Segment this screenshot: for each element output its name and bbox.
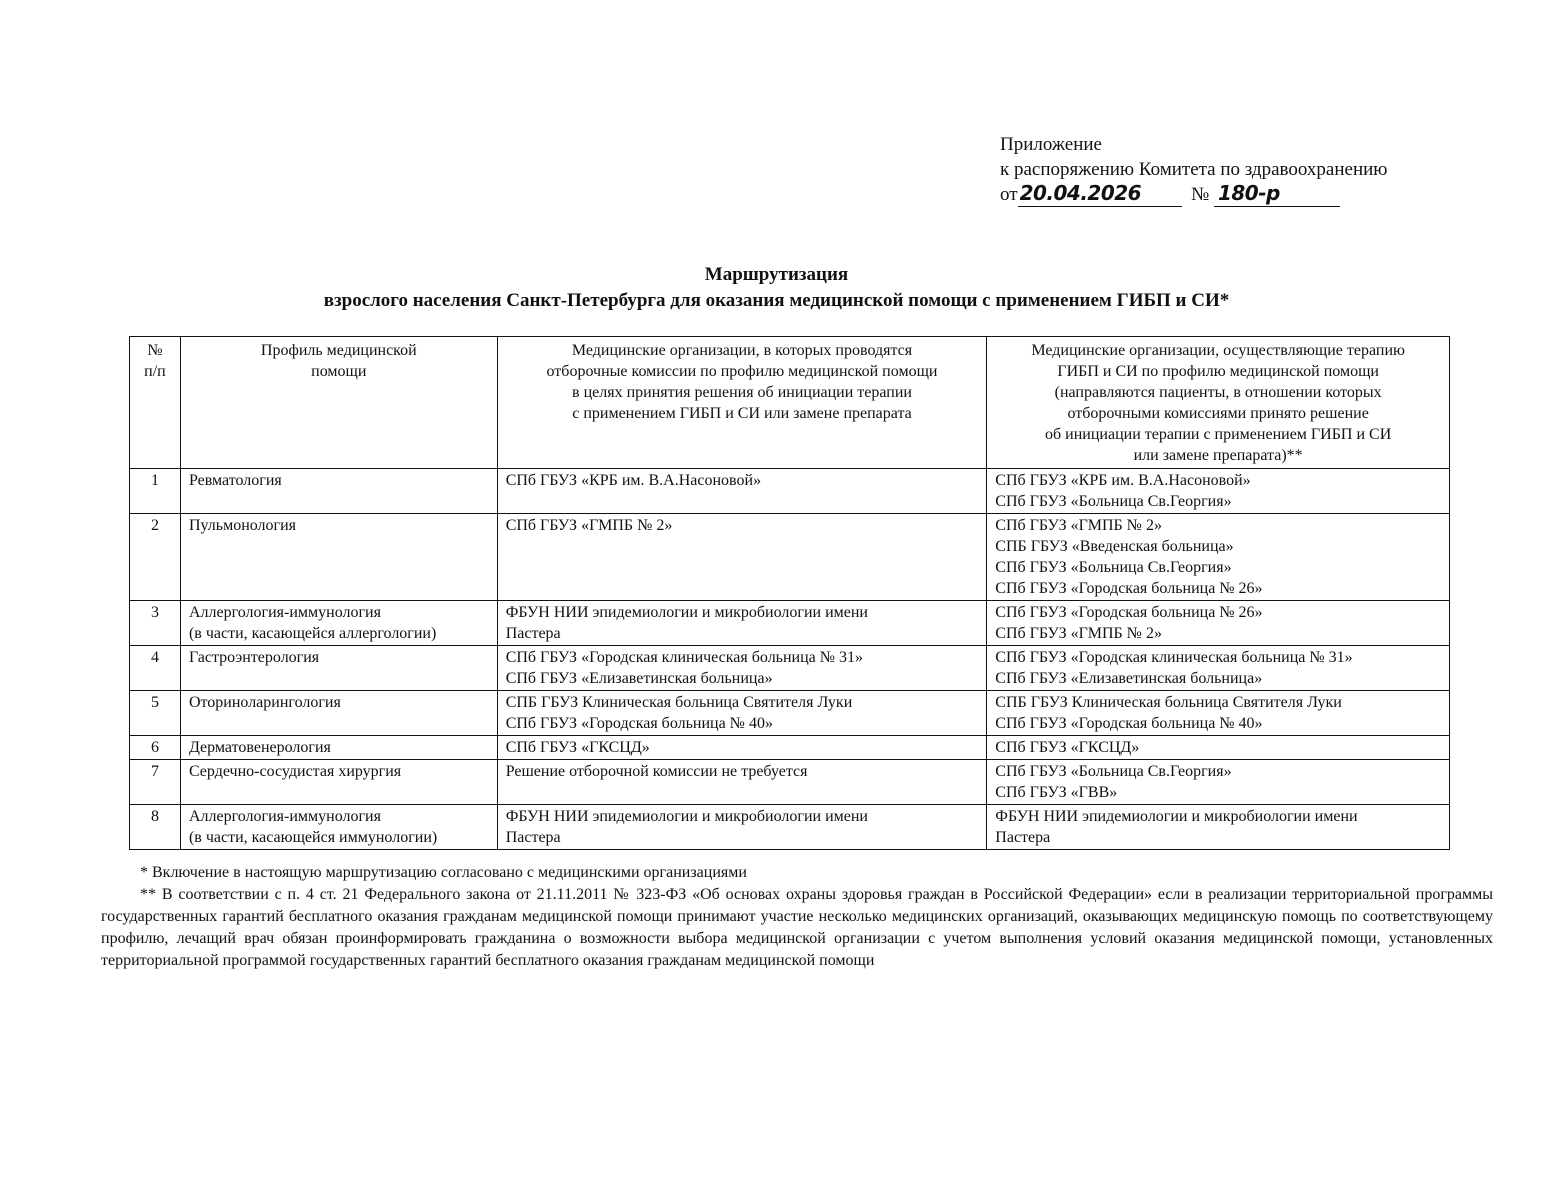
cell-commissions [497,805,987,850]
table-header-row [130,337,1450,469]
table-body [130,469,1450,850]
table-row [130,805,1450,850]
cell-line: отборочными комиссиями принято решение [1067,405,1369,422]
cell-profile [180,691,497,736]
cell-commissions [497,760,987,805]
cell-line: (в части, касающейся иммунологии) [188,829,438,846]
table-row [130,736,1450,760]
document-title: Маршрутизация [704,264,849,285]
cell-line: (направляются пациенты, в отношении которых [1054,384,1382,401]
cell-line: об инициации терапии с применением ГИБП и СИ [1045,426,1392,443]
cell-therapy [987,736,1450,760]
cell-line: в целях принятия решения об инициации терапии [572,384,912,401]
cell-therapy [987,601,1450,646]
cell-line: (в части, касающейся аллергологии) [188,625,437,642]
handwritten-date: 20.04.2026 [1019,181,1142,205]
cell-line: СПб ГБУЗ «Больница Св.Георгия» [995,559,1232,576]
cell-line: СПб ГБУЗ «Городская больница № 40» [995,715,1263,732]
number-field [1214,182,1340,207]
number-prefix: № [1191,184,1210,205]
handwritten-number: 180-р [1217,181,1280,205]
cell-line: Пастера [995,829,1051,846]
cell-line: СПб ГБУЗ «КРБ им. В.А.Насоновой» [505,472,762,489]
cell-line: Пульмонология [188,517,297,534]
appendix-date-number-line [1000,182,1520,207]
cell-line: Сердечно-сосудистая хирургия [188,763,402,780]
cell-num: 4 [130,646,181,691]
header-commissions [497,337,987,469]
cell-line: Пастера [505,829,561,846]
table-row [130,691,1450,736]
table-row [130,469,1450,514]
cell-profile [180,805,497,850]
table-row [130,514,1450,601]
cell-num: 8 [130,805,181,850]
cell-line: СПб ГБУЗ «ГМПБ № 2» [995,625,1162,642]
cell-profile [180,469,497,514]
cell-profile [180,736,497,760]
cell-therapy [987,646,1450,691]
cell-commissions [497,736,987,760]
cell-num: 1 [130,469,181,514]
date-prefix: от [1000,184,1018,205]
cell-line: Аллергология-иммунология [188,808,381,825]
cell-therapy [987,691,1450,736]
cell-line: СПб ГБУЗ «Больница Св.Георгия» [995,763,1232,780]
cell-line: с применением ГИБП и СИ или замене препарата [572,405,912,422]
cell-num: 2 [130,514,181,601]
cell-line: СПБ ГБУЗ «Введенская больница» [995,538,1234,555]
table-row [130,646,1450,691]
appendix-reference: к распоряжению Комитета по здравоохранению [1000,159,1388,180]
cell-profile [180,760,497,805]
cell-num: 7 [130,760,181,805]
table-row [130,601,1450,646]
cell-therapy [987,514,1450,601]
cell-line: СПб ГБУЗ «ГМПБ № 2» [505,517,673,534]
cell-commissions [497,601,987,646]
cell-line: СПб ГБУЗ «Городская больница № 26» [995,604,1263,621]
cell-line: ФБУН НИИ эпидемиологии и микробиологии имени [505,808,868,825]
cell-commissions [497,691,987,736]
cell-line: № [147,342,163,359]
cell-line: СПБ ГБУЗ Клиническая больница Святителя Луки [505,694,853,711]
header-profile [180,337,497,469]
cell-line: СПб ГБУЗ «Елизаветинская больница» [505,670,773,687]
cell-line: СПб ГБУЗ «Городская клиническая больница № 31» [995,649,1353,666]
cell-line: Медицинские организации, в которых проводятся [571,342,913,359]
cell-line: Ревматология [188,472,282,489]
cell-line: Пастера [505,625,561,642]
cell-commissions [497,469,987,514]
cell-line: СПб ГБУЗ «Городская больница № 26» [995,580,1263,597]
cell-line: Профиль медицинской [260,342,417,359]
cell-profile [180,514,497,601]
header-therapy [987,337,1450,469]
cell-line: отборочные комиссии по профилю медицинской помощи [546,363,938,380]
cell-line: Аллергология-иммунология [188,604,381,621]
cell-line: СПб ГБУЗ «Больница Св.Георгия» [995,493,1232,510]
cell-line: Медицинские организации, осуществляющие терапию [1031,342,1405,359]
footnote-2: ** В соответствии с п. 4 ст. 21 Федерального закона от 21.11.2011 № 323-ФЗ «Об основах охраны здоровья граждан в Российской Федерации» если в реализации территориальной программы государственных гарантий бесплатного оказания гражданам медицинской помощи принимают участие несколько медицинских организаций, оказывающих медицинскую помощь по соответствующему профилю, лечащий врач обязан проинформировать гражданина о возможности выбора медицинской организации с учетом выполнения условий оказания медицинской помощи, установленных территориальной программой государственных гарантий бесплатного оказания гражданам медицинской помощи [101,886,1493,969]
cell-therapy [987,469,1450,514]
cell-commissions [497,646,987,691]
cell-line: СПб ГБУЗ «ГКСЦД» [505,739,650,756]
appendix-block [1000,132,1520,207]
cell-line: ГИБП и СИ по профилю медицинской помощи [1057,363,1379,380]
cell-num: 6 [130,736,181,760]
date-field [1018,182,1182,207]
table-row [130,760,1450,805]
cell-line: СПб ГБУЗ «Елизаветинская больница» [995,670,1263,687]
cell-line: или замене препарата)** [1133,447,1303,464]
cell-line: п/п [144,363,166,380]
cell-line: СПб ГБУЗ «Городская больница № 40» [505,715,773,732]
cell-line: Оториноларингология [188,694,341,711]
cell-line: ФБУН НИИ эпидемиологии и микробиологии имени [995,808,1358,825]
cell-line: СПб ГБУЗ «Городская клиническая больница № 31» [505,649,864,666]
routing-table [129,336,1450,850]
appendix-label: Приложение [1000,134,1102,155]
cell-line: СПб ГБУЗ «ГМПБ № 2» [995,517,1162,534]
cell-num: 5 [130,691,181,736]
cell-line: СПб ГБУЗ «КРБ им. В.А.Насоновой» [995,472,1251,489]
cell-therapy [987,805,1450,850]
cell-profile [180,601,497,646]
cell-line: ФБУН НИИ эпидемиологии и микробиологии имени [505,604,868,621]
cell-line: СПб ГБУЗ «ГВВ» [995,784,1118,801]
cell-commissions [497,514,987,601]
cell-line: Гастроэнтерология [188,649,320,666]
cell-line: Дерматовенерология [188,739,331,756]
cell-therapy [987,760,1450,805]
cell-line: Решение отборочной комиссии не требуется [505,763,808,780]
document-subtitle: взрослого населения Санкт-Петербурга для оказания медицинской помощи с применением ГИБП и СИ* [323,290,1230,311]
header-num [130,337,181,469]
footnote-1: * Включение в настоящую маршрутизацию согласовано с медицинскими организациями [140,864,747,881]
cell-line: СПб ГБУЗ «ГКСЦД» [995,739,1140,756]
footnotes [101,862,1493,972]
cell-line: помощи [311,363,367,380]
cell-profile [180,646,497,691]
cell-line: СПБ ГБУЗ Клиническая больница Святителя Луки [995,694,1342,711]
cell-num: 3 [130,601,181,646]
